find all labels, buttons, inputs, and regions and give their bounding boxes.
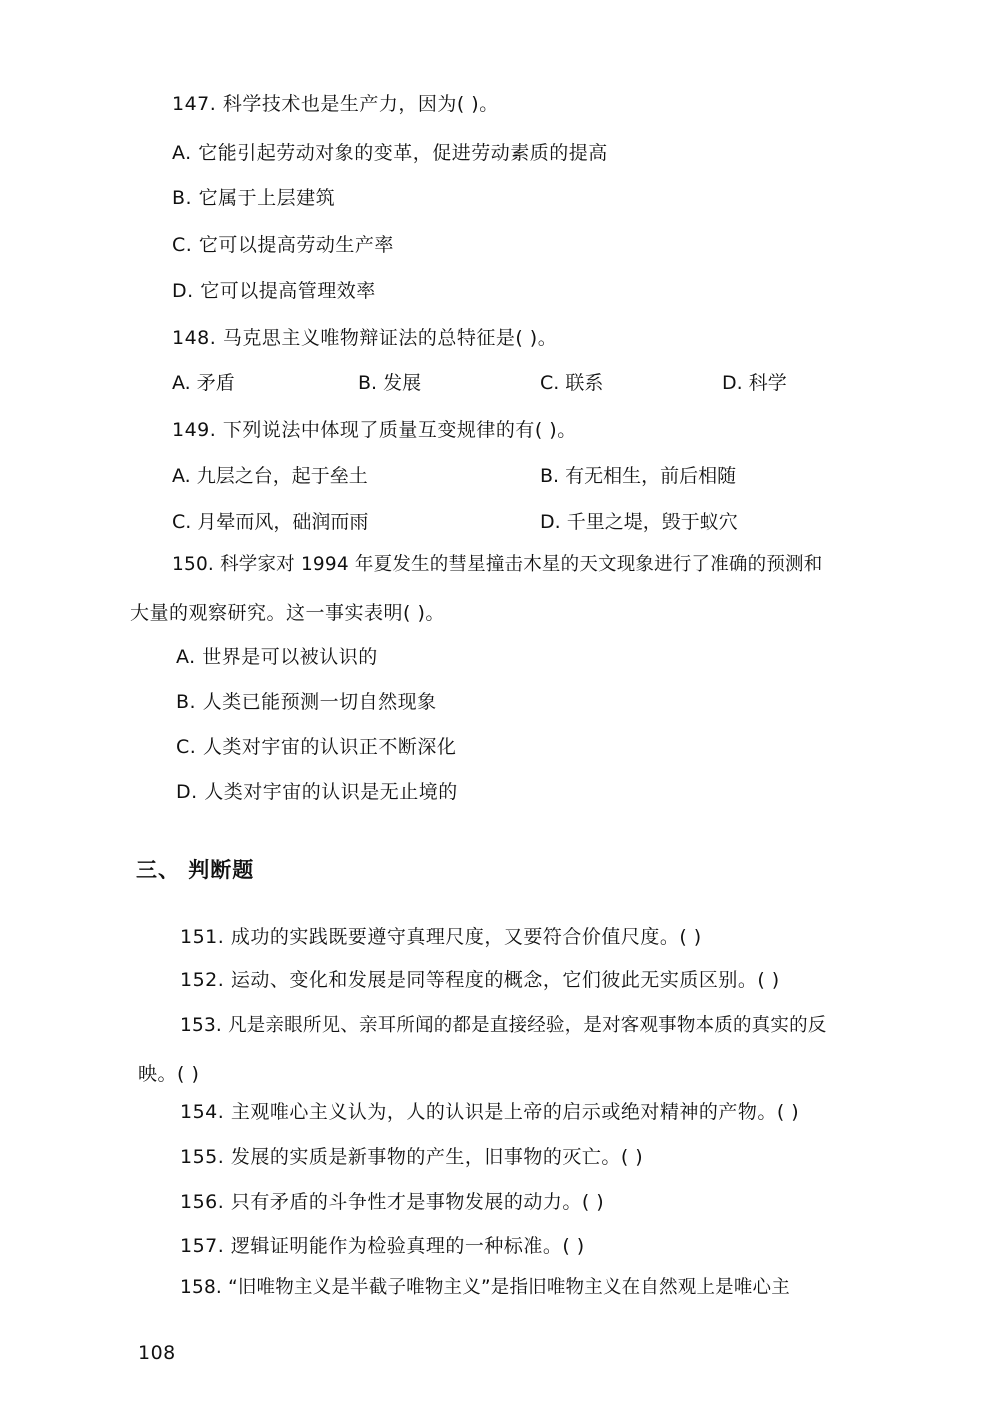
- q150-option-b: B. 人类已能预测一切自然现象: [176, 691, 437, 713]
- q155: 155. 发展的实质是新事物的产生，旧事物的灭亡。( ): [180, 1146, 644, 1168]
- q150-option-a: A. 世界是可以被认识的: [176, 646, 378, 668]
- q152: 152. 运动、变化和发展是同等程度的概念，它们彼此无实质区别。( ): [180, 969, 780, 991]
- page-number: 108: [138, 1342, 176, 1364]
- q151: 151. 成功的实践既要遵守真理尺度，又要符合价值尺度。( ): [180, 926, 702, 948]
- q148-option-c: C. 联系: [540, 372, 604, 394]
- q153-line1: 153. 凡是亲眼所见、亲耳所闻的都是直接经验，是对客观事物本质的真实的反: [180, 1015, 827, 1036]
- q150-stem-line2: 大量的观察研究。这一事实表明( )。: [130, 602, 445, 624]
- section-title: 三、 判断题: [136, 858, 255, 882]
- q148-option-a: A. 矛盾: [172, 372, 235, 394]
- q157: 157. 逻辑证明能作为检验真理的一种标准。( ): [180, 1235, 585, 1257]
- q149-option-c: C. 月晕而风，础润而雨: [172, 511, 369, 533]
- q147-option-c: C. 它可以提高劳动生产率: [172, 234, 394, 256]
- q148-option-d: D. 科学: [722, 372, 787, 394]
- q147-option-d: D. 它可以提高管理效率: [172, 280, 376, 302]
- q154: 154. 主观唯心主义认为，人的认识是上帝的启示或绝对精神的产物。( ): [180, 1101, 800, 1123]
- q147-stem: 147. 科学技术也是生产力，因为( )。: [172, 93, 499, 115]
- q149-option-a: A. 九层之台，起于垒土: [172, 465, 368, 487]
- q149-option-b: B. 有无相生，前后相随: [540, 465, 737, 487]
- q147-option-a: A. 它能引起劳动对象的变革，促进劳动素质的提高: [172, 142, 608, 164]
- q150-option-d: D. 人类对宇宙的认识是无止境的: [176, 781, 458, 803]
- q156: 156. 只有矛盾的斗争性才是事物发展的动力。( ): [180, 1191, 605, 1213]
- q147-option-b: B. 它属于上层建筑: [172, 187, 336, 209]
- q153-line2: 映。( ): [138, 1063, 200, 1085]
- q158-line1: 158. “旧唯物主义是半截子唯物主义”是指旧唯物主义在自然观上是唯心主: [180, 1277, 790, 1298]
- q149-stem: 149. 下列说法中体现了质量互变规律的有( )。: [172, 419, 577, 441]
- q150-option-c: C. 人类对宇宙的认识正不断深化: [176, 736, 457, 758]
- q148-stem: 148. 马克思主义唯物辩证法的总特征是( )。: [172, 327, 558, 349]
- q148-option-b: B. 发展: [358, 372, 422, 394]
- q149-option-d: D. 千里之堤，毁于蚁穴: [540, 511, 738, 533]
- q150-stem-line1: 150. 科学家对 1994 年夏发生的彗星撞击木星的天文现象进行了准确的预测和: [172, 554, 823, 575]
